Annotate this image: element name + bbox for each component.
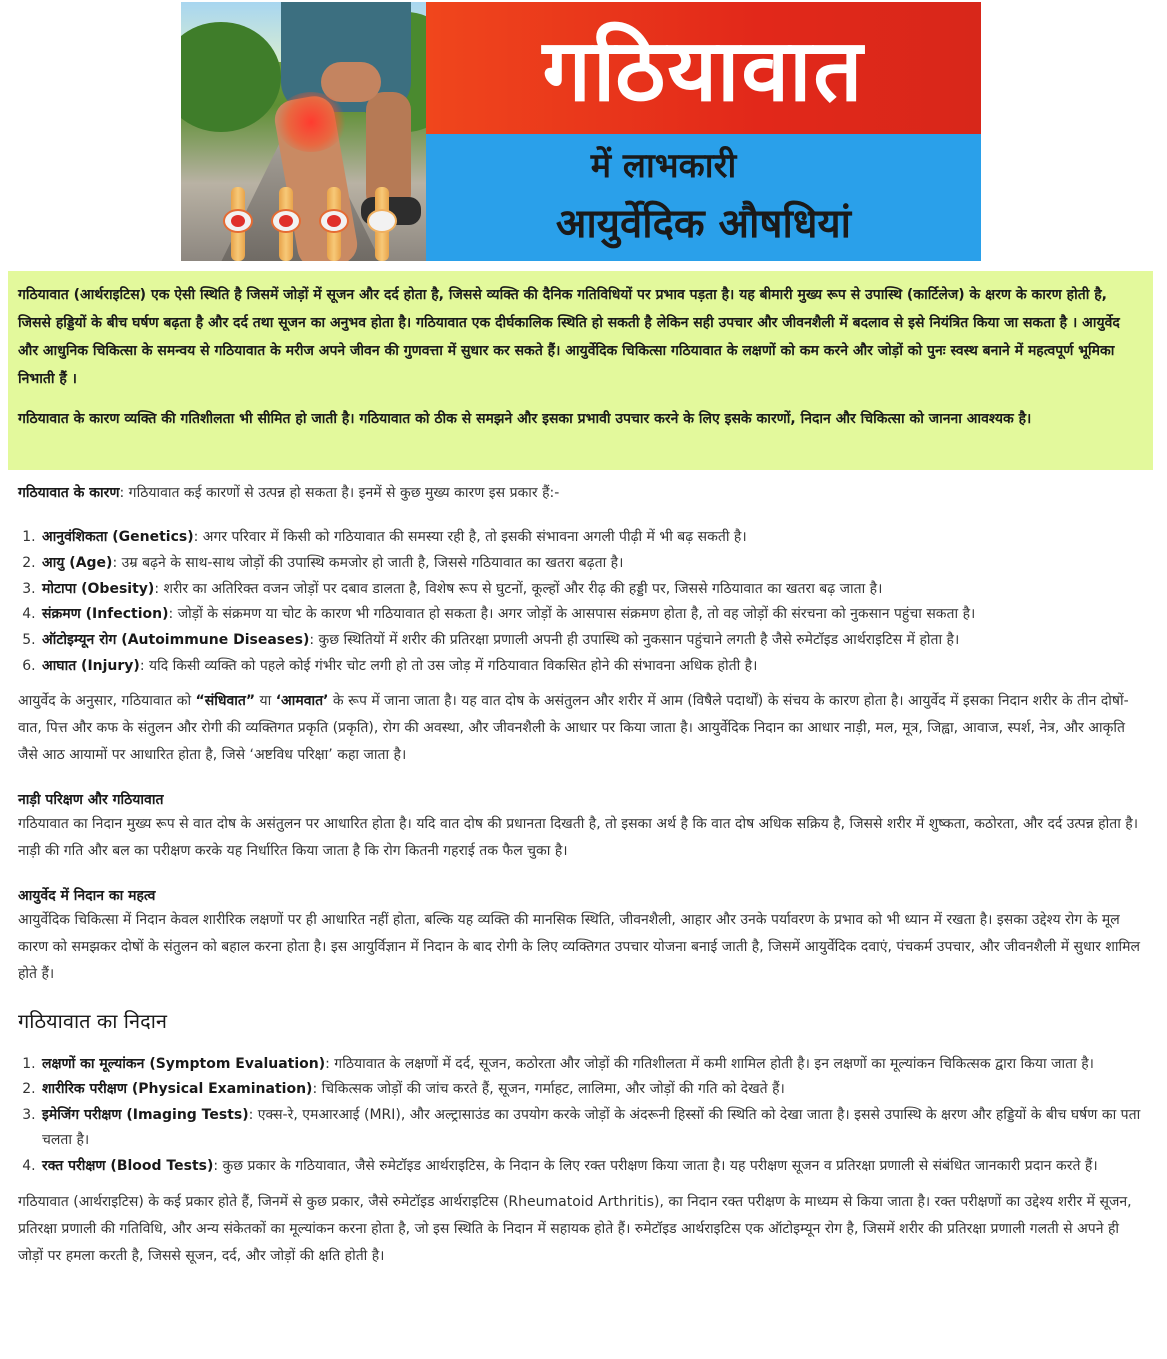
ayurveda-paragraph (18, 688, 1148, 769)
cause-term: आघात (Injury) (42, 657, 140, 674)
list-item (40, 577, 1148, 603)
ayurveda-term-aamvat: ‘आमवात’ (275, 692, 329, 709)
banner-text-panel (426, 2, 981, 261)
list-item (40, 1103, 1148, 1154)
diagnosis-desc: : एक्स-रे, एमआरआई (MRI), और अल्ट्रासाउंड का उपयोग करके जोड़ों के अंदरूनी हिस्सों की स्थिति को देखा जाता है। इससे उपास्थि के क्षरण और हड्डियों के बीच घर्षण का पता चलता है। (42, 1106, 1141, 1149)
list-item (40, 602, 1148, 628)
cause-desc: : उम्र बढ़ने के साथ-साथ जोड़ों की उपास्थि कमजोर हो जाती है, जिससे गठियावात का खतरा बढ़ता है। (112, 554, 624, 571)
intro-paragraph-1: गठियावात (आर्थराइटिस) एक ऐसी स्थिति है जिसमें जोड़ों में सूजन और दर्द होता है, जिससे व्यक्ति की दैनिक गतिविधियों पर प्रभाव पड़ता है। यह बीमारी मुख्य रूप से उपास्थि (कार्टिलेज) के क्षरण के कारण होती है, जिससे हड्डियों के बीच घर्षण बढ़ता है और दर्द तथा सूजन का अनुभव होता है। गठियावात एक दीर्घकालिक स्थिति हो सकती है लेकिन सही उपचार और जीवनशैली में बदलाव से इसे नियंत्रित किया जा सकता है । आयुर्वेद और आधुनिक चिकित्सा के समन्वय से गठियावात के मरीज अपने जीवन की गुणवत्ता में सुधार कर सकते हैं। आयुर्वेदिक चिकित्सा गठियावात के लक्षणों को कम करने और जोड़ों को पुनः स्वस्थ बनाने में महत्वपूर्ण भूमिका निभाती हैं । (18, 287, 1120, 387)
cause-term: आनुवंशिकता (Genetics) (42, 529, 194, 545)
causes-text: : गठियावात कई कारणों से उत्पन्न हो सकता है। इनमें से कुछ मुख्य कारण इस प्रकार हैं:- (119, 485, 560, 501)
article-body (18, 480, 1148, 1270)
cause-desc: : यदि किसी व्यक्ति को पहले कोई गंभीर चोट लगी हो तो उस जोड़ में गठियावात विकसित होने की संभावना अधिक होती है। (139, 657, 758, 674)
banner-title: गठियावात (542, 21, 865, 121)
list-item (40, 1052, 1148, 1078)
final-paragraph: गठियावात (आर्थराइटिस) के कई प्रकार होते हैं, जिनमें से कुछ प्रकार, जैसे रुमेटॉइड आर्थराइटिस (Rheumatoid Arthritis), का निदान रक्त परीक्षण के माध्यम से किया जाता है। रक्त परीक्षणों का उद्देश्य शरीर में सूजन, प्रतिरक्षा प्रणाली की गतिविधि, और अन्य संकेतकों का मूल्यांकन करना होता है, जो इस स्थिति के निदान में सहायक होते हैं। रुमेटॉइड आर्थराइटिस एक ऑटोइम्यून रोग है, जिसमें शरीर की प्रतिरक्षा प्रणाली गलती से अपने ही जोड़ों पर हमला करती है, जिससे सूजन, दर्द, और जोड़ों की क्षति होती है। (18, 1194, 1132, 1265)
knee-pain-photo (181, 2, 426, 261)
list-item (40, 1077, 1148, 1103)
cause-desc: : अगर परिवार में किसी को गठियावात की समस्या रही है, तो इसकी संभावना अगली पीढ़ी में भी बढ़ सकती है। (193, 529, 747, 545)
ayurveda-term-sandhivat: “संधिवात” (195, 692, 256, 709)
diagnosis-desc: : कुछ प्रकार के गठियावात, जैसे रुमेटॉइड आर्थराइटिस, के निदान के लिए रक्त परीक्षण किया जाता है। यह परीक्षण सूजन व प्रतिरक्षा प्रणाली से संबंधित जानकारी प्रदान करते हैं। (213, 1157, 1098, 1174)
importance-paragraph: आयुर्वेदिक चिकित्सा में निदान केवल शारीरिक लक्षणों पर ही आधारित नहीं होता, बल्कि यह व्यक्ति की मानसिक स्थिति, जीवनशैली, आहार और उनके पर्यावरण के प्रभाव को भी ध्यान में रखता है। इसका उद्देश्य रोग के मूल कारण को समझकर दोषों के संतुलन को बहाल करना होता है। इस आयुर्विज्ञान में निदान के बाद रोगी के लिए व्यक्तिगत उपचार योजना बनाई जाती है, जिसमें आयुर्वेदिक दवाएं, पंचकर्म उपचार, और जीवनशैली में सुधार शामिल होते हैं। (18, 911, 1141, 982)
cause-term: संक्रमण (Infection) (42, 606, 169, 623)
cause-desc: : कुछ स्थितियों में शरीर की प्रतिरक्षा प्रणाली अपनी ही उपास्थि को नुकसान पहुंचाने लगती है जैसे रुमेटॉइड आर्थराइटिस में होता है। (309, 632, 960, 649)
diagnosis-desc: : गठियावात के लक्षणों में दर्द, सूजन, कठोरता और जोड़ों की गतिशीलता में कमी शामिल होती है। इन लक्षणों का मूल्यांकन चिकित्सक द्वारा किया जाता है। (325, 1055, 1094, 1072)
diagnosis-desc: : चिकित्सक जोड़ों की जांच करते हैं, सूजन, गर्माहट, लालिमा, और जोड़ों की गति को देखते हैं। (312, 1081, 785, 1098)
cause-term: आयु (Age) (42, 554, 113, 571)
cause-desc: : शरीर का अतिरिक्त वजन जोड़ों पर दबाव डालता है, विशेष रूप से घुटनों, कूल्हों और रीढ़ की हड्डी पर, जिससे गठियावात का खतरा बढ़ जाता है। (154, 580, 883, 597)
nadi-heading: नाड़ी परिक्षण और गठियावात (18, 791, 164, 808)
diagnosis-heading: गठियावात का निदान (18, 1008, 167, 1033)
causes-label: गठियावात के कारण (18, 485, 120, 501)
list-item (40, 628, 1148, 654)
list-item (40, 525, 1148, 551)
ayurveda-text-1: आयुर्वेद के अनुसार, गठियावात को (18, 692, 196, 709)
ayurveda-text-2: या (255, 692, 276, 709)
banner-subtitle-line1: में लाभकारी (590, 146, 737, 186)
intro-box (8, 271, 1153, 470)
diagnosis-term: शारीरिक परीक्षण (Physical Examination) (42, 1081, 313, 1098)
list-item (40, 551, 1148, 577)
intro-paragraph-2: गठियावात के कारण व्यक्ति की गतिशीलता भी सीमित हो जाती है। गठियावात को ठीक से समझने और इसका प्रभावी उपचार करने के लिए इसके कारणों, निदान और चिकित्सा को जानना आवश्यक है। (18, 411, 1032, 427)
banner-subtitle-line2: आयुर्वेदिक औषधियां (555, 201, 852, 247)
cause-term: ऑटोइम्यून रोग (Autoimmune Diseases) (42, 632, 310, 649)
knee-joint-illustrations (221, 187, 421, 261)
causes-intro (18, 480, 1148, 507)
banner-image (181, 2, 981, 261)
causes-list (40, 525, 1148, 680)
ayurveda-text-3: के रूप में जाना जाता है। यह वात दोष के असंतुलन और शरीर में आम (विषैले पदार्थों) के संचय के कारण होता है। आयुर्वेद में इसका निदान शरीर के तीन दोषों-वात, पित्त और कफ के संतुलन और रोगी की व्यक्तिगत प्रकृति (प्रकृति), रोग की अवस्था, और जीवनशैली के आधार पर किया जाता है। आयुर्वेदिक निदान का आधार नाड़ी, मल, मूत्र, जिह्वा, आवाज, स्पर्श, नेत्र, और आकृति जैसे आठ आयामों पर आधारित होता है, जिसे ‘अष्टविध परिक्षा’ कहा जाता है। (18, 692, 1129, 763)
list-item (40, 1154, 1148, 1180)
diagnosis-term: लक्षणों का मूल्यांकन (Symptom Evaluation) (42, 1055, 326, 1072)
cause-desc: : जोड़ों के संक्रमण या चोट के कारण भी गठियावात हो सकता है। अगर जोड़ों के आसपास संक्रमण होता है, तो वह जोड़ों की संरचना को नुकसान पहुंचा सकता है। (168, 606, 976, 623)
diagnosis-term: इमेजिंग परीक्षण (Imaging Tests) (42, 1106, 249, 1123)
diagnosis-term: रक्त परीक्षण (Blood Tests) (42, 1157, 214, 1174)
importance-heading: आयुर्वेद में निदान का महत्व (18, 887, 156, 904)
diagnosis-list (40, 1052, 1148, 1180)
cause-term: मोटापा (Obesity) (42, 580, 155, 597)
nadi-paragraph: गठियावात का निदान मुख्य रूप से वात दोष के असंतुलन पर आधारित होता है। यदि वात दोष की प्रधानता दिखती है, तो इसका अर्थ है कि वात दोष अधिक सक्रिय है, जिससे शरीर में शुष्कता, कठोरता, और दर्द उत्पन्न होता है। नाड़ी की गति और बल का परीक्षण करके यह निर्धारित किया जाता है कि रोग कितनी गहराई तक फैल चुका है। (18, 815, 1139, 859)
list-item (40, 654, 1148, 680)
